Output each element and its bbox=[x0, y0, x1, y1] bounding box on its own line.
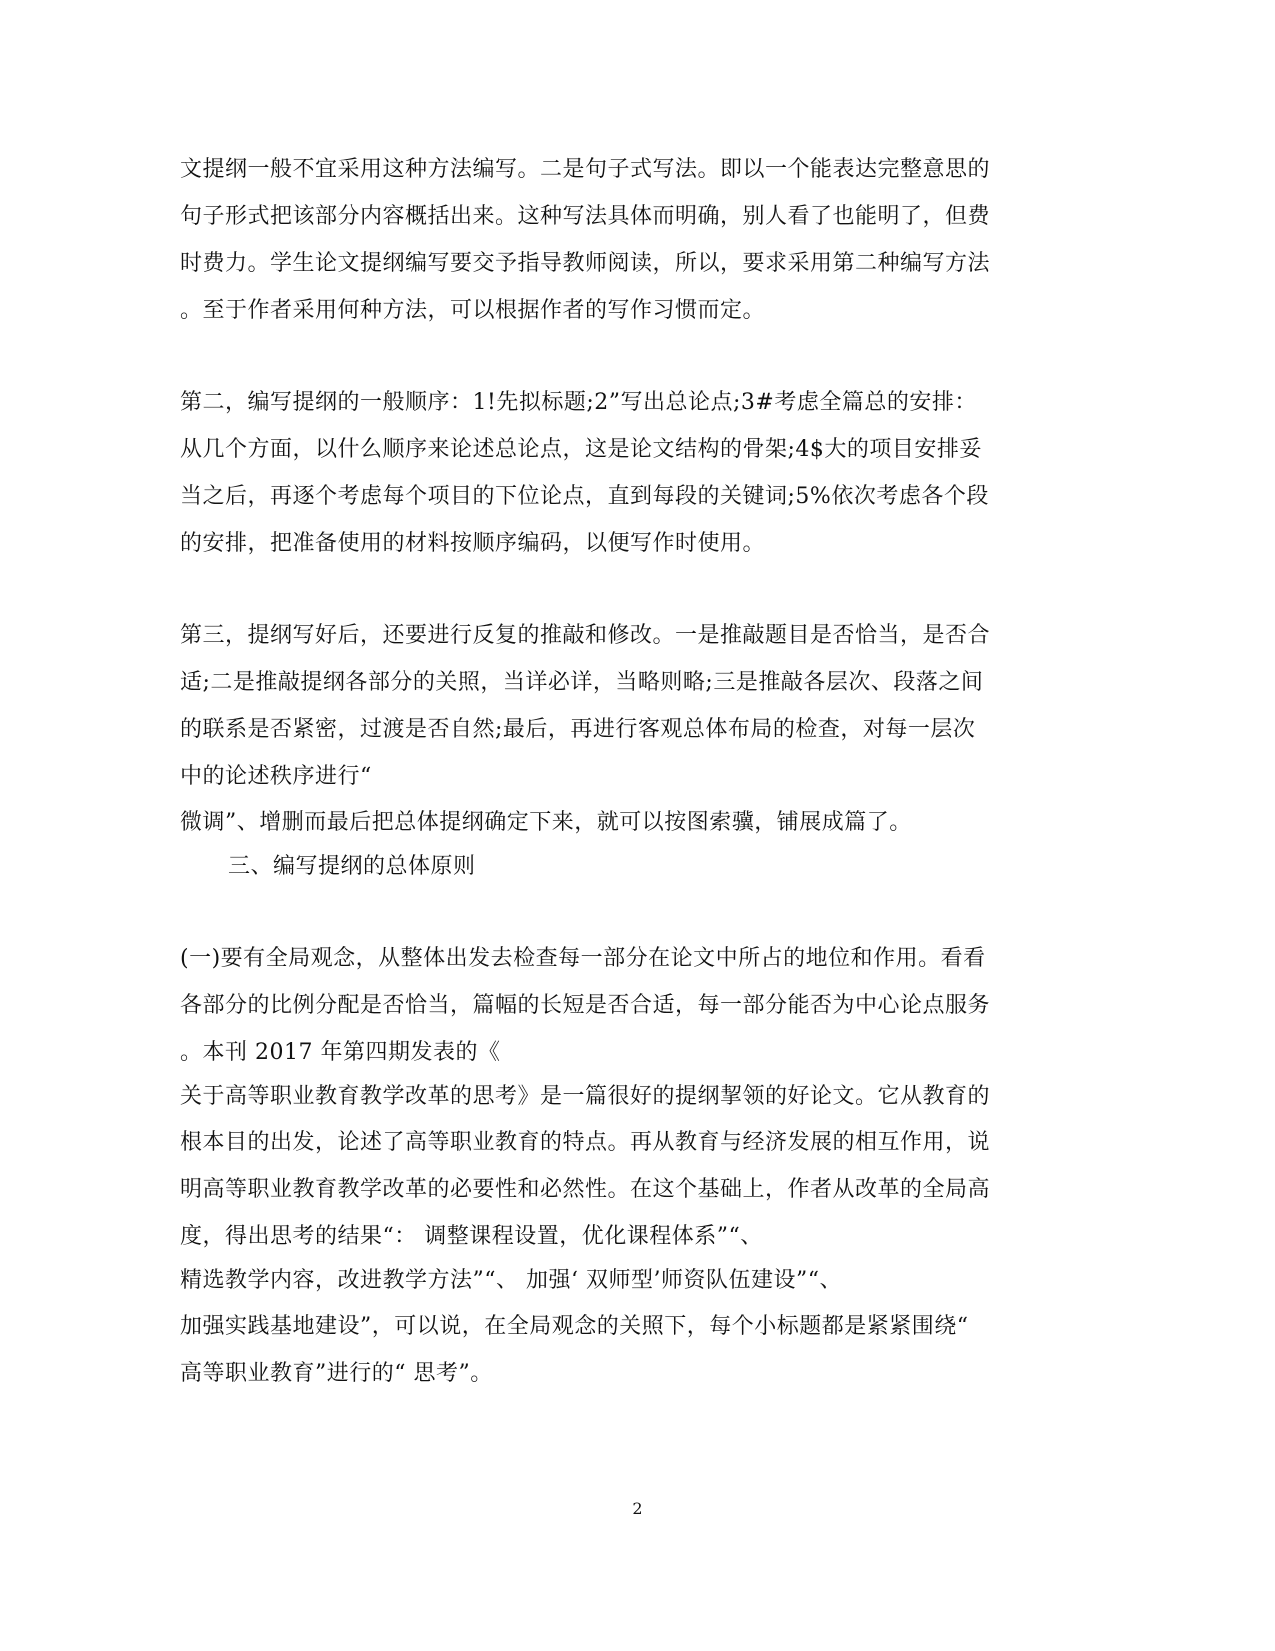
paragraph-1-line-2: 句子形式把该部分内容概括出来。这种写法具体而明确，别人看了也能明了，但费 bbox=[180, 204, 991, 229]
paragraph-3-line-2: 适;二是推敲提纲各部分的关照，当详必详，当略则略;三是推敲各层次、段落之间 bbox=[180, 670, 984, 695]
paragraph-1-line-4: 。至于作者采用何种方法，可以根据作者的写作习惯而定。 bbox=[180, 298, 766, 323]
paragraph-2-line-3: 当之后，再逐个考虑每个项目的下位论点，直到每段的关键词;5%依次考虑各个段 bbox=[180, 484, 989, 509]
page-number: 2 bbox=[632, 1499, 643, 1518]
paragraph-3-line-1: 第三，提纲写好后，还要进行反复的推敲和修改。一是推敲题目是否恰当，是否合 bbox=[180, 623, 991, 648]
paragraph-2-line-2: 从几个方面，以什么顺序来论述总论点，这是论文结构的骨架;4$大的项目安排妥 bbox=[180, 437, 982, 462]
paragraph-4-line-8: 精选教学内容，改进教学方法”“、 加强‘ 双师型’师资队伍建设”“、 bbox=[180, 1268, 842, 1293]
paragraph-4-line-7: 度，得出思考的结果“： 调整课程设置，优化课程体系”“、 bbox=[180, 1224, 763, 1249]
paragraph-3-line-5: 微调”、增删而最后把总体提纲确定下来，就可以按图索骥，铺展成篇了。 bbox=[180, 810, 912, 835]
paragraph-3-line-4: 中的论述秩序进行“ bbox=[180, 764, 372, 789]
paragraph-4-line-1: (一)要有全局观念，从整体出发去检查每一部分在论文中所占的地位和作用。看看 bbox=[180, 946, 986, 971]
section-heading: 三、编写提纲的总体原则 bbox=[228, 854, 476, 879]
paragraph-2-line-1: 第二，编写提纲的一般顺序：1!先拟标题;2”写出总论点;3#考虑全篇总的安排： bbox=[180, 390, 977, 415]
paragraph-4-line-10: 高等职业教育”进行的“ 思考”。 bbox=[180, 1361, 493, 1386]
paragraph-4-line-9: 加强实践基地建设”，可以说，在全局观念的关照下，每个小标题都是紧紧围绕“ bbox=[180, 1314, 969, 1339]
paragraph-4-line-4: 关于高等职业教育教学改革的思考》是一篇很好的提纲挈领的好论文。它从教育的 bbox=[180, 1084, 991, 1109]
paragraph-1-line-1: 文提纲一般不宜采用这种方法编写。二是句子式写法。即以一个能表达完整意思的 bbox=[180, 157, 991, 182]
paragraph-2-line-4: 的安排，把准备使用的材料按顺序编码，以便写作时使用。 bbox=[180, 531, 766, 556]
paragraph-4-line-3: 。本刊 2017 年第四期发表的《 bbox=[180, 1040, 501, 1065]
paragraph-4-line-2: 各部分的比例分配是否恰当，篇幅的长短是否合适，每一部分能否为中心论点服务 bbox=[180, 993, 991, 1018]
paragraph-1-line-3: 时费力。学生论文提纲编写要交予指导教师阅读，所以，要求采用第二种编写方法 bbox=[180, 251, 991, 276]
paragraph-4-line-5: 根本目的出发，论述了高等职业教育的特点。再从教育与经济发展的相互作用，说 bbox=[180, 1130, 991, 1155]
paragraph-4-line-6: 明高等职业教育教学改革的必要性和必然性。在这个基础上，作者从改革的全局高 bbox=[180, 1177, 991, 1202]
paragraph-3-line-3: 的联系是否紧密，过渡是否自然;最后，再进行客观总体布局的检查，对每一层次 bbox=[180, 717, 976, 742]
